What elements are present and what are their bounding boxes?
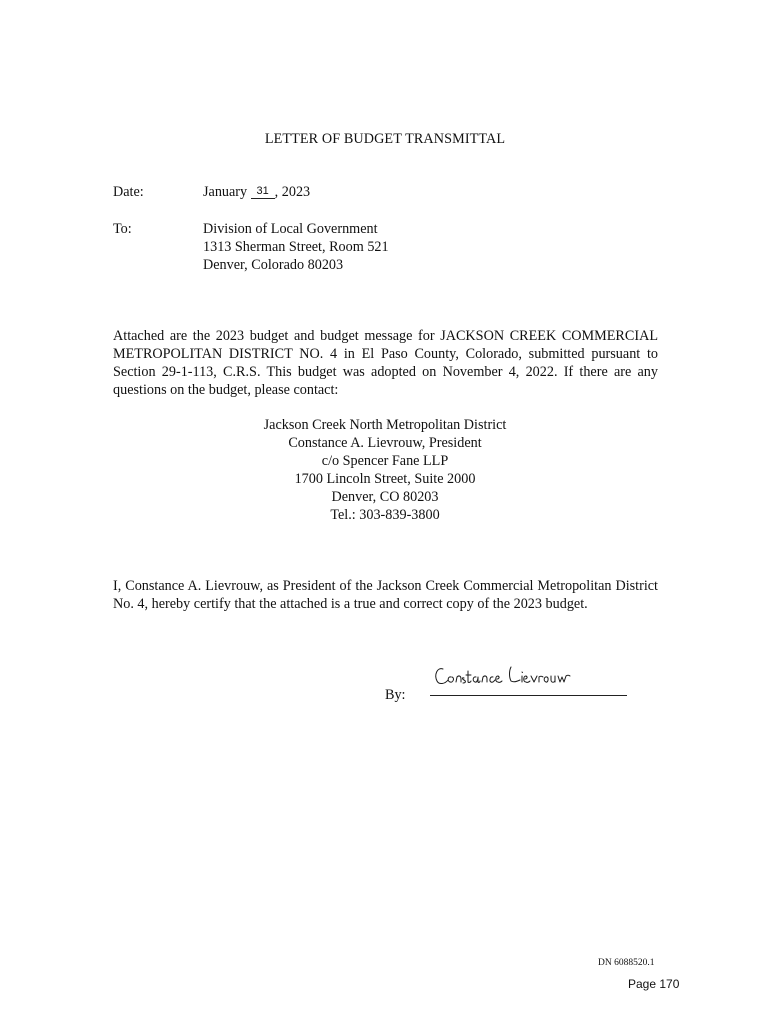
recipient-line: Division of Local Government: [203, 221, 378, 237]
date-year: , 2023: [274, 184, 311, 200]
recipient-line: 1313 Sherman Street, Room 521: [203, 239, 389, 255]
handwritten-signature: [433, 661, 583, 689]
by-label: By:: [385, 687, 406, 703]
date-day-handwritten: 31: [251, 185, 275, 199]
page-number: Page 170: [628, 977, 680, 991]
date-value: [203, 183, 310, 201]
recipient-address: [203, 220, 389, 274]
letter-title: LETTER OF BUDGET TRANSMITTAL: [264, 131, 506, 147]
transmittal-paragraph: Attached are the 2023 budget and budget message for JACKSON CREEK COMMERCIAL METROPOLITAN DISTRICT NO. 4 in El Paso County, Colorado, submitted pursuant to Section 29-1-113, C.R.S. This budget was adopted on November 4, 2022. If there are any questions on the budget, please contact:: [113, 328, 658, 398]
certification-paragraph: I, Constance A. Lievrouw, as President of the Jackson Creek Commercial Metropolitan District No. 4, hereby certify that the attached is a true and correct copy of the 2023 budget.: [113, 578, 658, 612]
document-number: DN 6088520.1: [598, 958, 655, 968]
recipient-line: Denver, Colorado 80203: [203, 257, 344, 273]
date-label: Date:: [113, 184, 144, 200]
contact-line: 1700 Lincoln Street, Suite 2000: [294, 471, 476, 487]
contact-line: Constance A. Lievrouw, President: [288, 435, 482, 451]
to-label: To:: [113, 221, 132, 237]
contact-block: [0, 416, 770, 524]
contact-line: Tel.: 303-839-3800: [330, 507, 440, 523]
contact-line: Jackson Creek North Metropolitan District: [263, 417, 507, 433]
contact-line: Denver, CO 80203: [331, 489, 439, 505]
signature-line: [430, 695, 627, 696]
date-month: January: [203, 184, 251, 200]
contact-line: c/o Spencer Fane LLP: [321, 453, 449, 469]
